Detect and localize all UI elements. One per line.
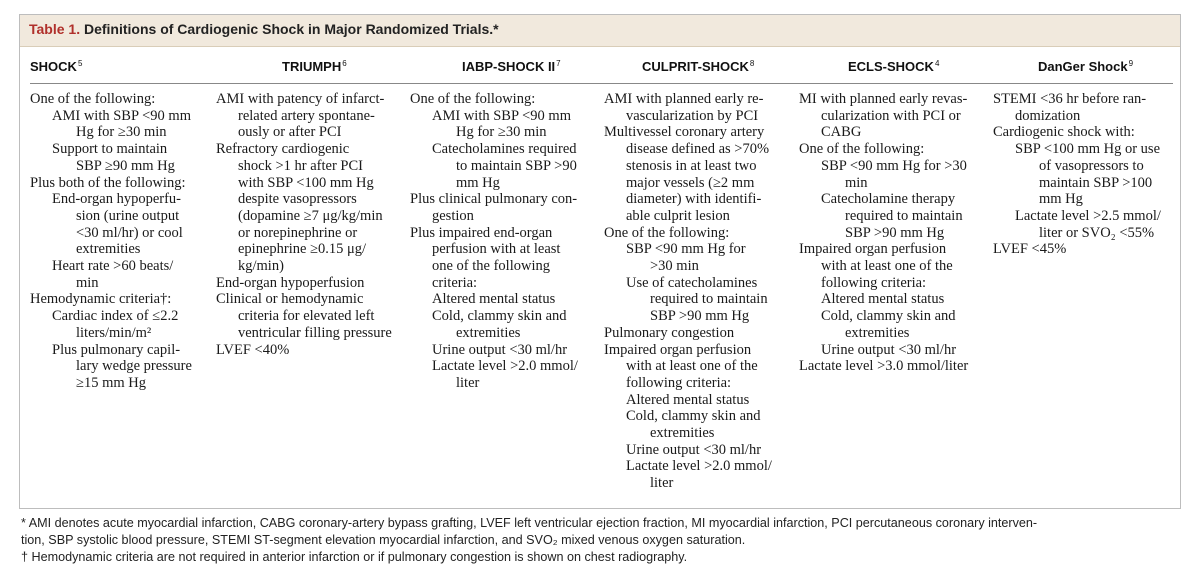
footnote-abbreviations: * AMI denotes acute myocardial infarction, CABG coronary-artery bypass grafting, LVEF left ventricular ejection fraction, MI myocardial infarction, PCI percutaneous coronary interven- bbox=[21, 516, 1038, 530]
criteria-line: Urine output <30 ml/hr bbox=[821, 341, 957, 358]
criteria-line: lary wedge pressure bbox=[76, 358, 192, 375]
column-danger-shock bbox=[993, 91, 1179, 258]
criteria-line: stenosis in at least two bbox=[626, 157, 757, 174]
criteria-line: extremities bbox=[845, 324, 910, 341]
criteria-line: Lactate level >3.0 mmol/liter bbox=[799, 358, 969, 375]
criteria-line: Altered mental status bbox=[626, 391, 750, 408]
criteria-line: able culprit lesion bbox=[626, 207, 730, 224]
criteria-line: Cardiogenic shock with: bbox=[993, 124, 1135, 141]
criteria-line: Altered mental status bbox=[432, 291, 556, 308]
criteria-line: Catecholamine therapy bbox=[821, 191, 956, 208]
criteria-line: extremities bbox=[76, 241, 141, 258]
criteria-line: Altered mental status bbox=[821, 291, 945, 308]
criteria-line: Plus pulmonary capil- bbox=[52, 341, 181, 358]
criteria-line: ously or after PCI bbox=[238, 124, 342, 141]
criteria-line: SBP <90 mm Hg for >30 bbox=[821, 157, 967, 174]
criteria-line: CABG bbox=[821, 124, 862, 141]
criteria-line: Urine output <30 ml/hr bbox=[626, 441, 762, 458]
table-caption bbox=[20, 15, 1180, 47]
criteria-line: following criteria: bbox=[626, 374, 732, 391]
column-ecls-shock bbox=[799, 91, 995, 375]
column-header-ecls-shock: ECLS-SHOCK$^4$ bbox=[848, 59, 940, 74]
criteria-line: Pulmonary congestion bbox=[604, 324, 735, 341]
criteria-line: LVEF <45% bbox=[993, 241, 1067, 258]
criteria-line: Impaired organ perfusion bbox=[799, 241, 947, 258]
criteria-line: gestion bbox=[432, 207, 474, 224]
criteria-line: vascularization by PCI bbox=[626, 107, 759, 124]
criteria-line: SBP <100 mm Hg or use bbox=[1015, 141, 1160, 158]
criteria-line: liter or SVO₂ <55% bbox=[1039, 224, 1155, 241]
criteria-line: with SBP <100 mm Hg bbox=[238, 174, 374, 191]
criteria-line: disease defined as >70% bbox=[626, 141, 770, 158]
criteria-line: maintain SBP >100 bbox=[1039, 174, 1153, 191]
criteria-line: >30 min bbox=[650, 258, 699, 275]
criteria-line: Hemodynamic criteria†: bbox=[30, 291, 172, 308]
criteria-line: Cold, clammy skin and bbox=[432, 308, 567, 325]
criteria-line: Multivessel coronary artery bbox=[604, 124, 765, 141]
criteria-line: one of the following bbox=[432, 258, 550, 275]
criteria-line: AMI with planned early re- bbox=[604, 91, 764, 107]
table-label: Table 1. bbox=[29, 21, 81, 37]
column-header-shock: SHOCK$^5$ bbox=[30, 59, 83, 74]
criteria-line: related artery spontane- bbox=[238, 107, 375, 124]
criteria-line: End-organ hypoperfusion bbox=[216, 274, 365, 291]
criteria-line: required to maintain bbox=[845, 207, 963, 224]
column-header-triumph: TRIUMPH$^6$ bbox=[282, 59, 347, 74]
criteria-line: Support to maintain bbox=[52, 141, 168, 158]
criteria-line: shock >1 hr after PCI bbox=[238, 157, 363, 174]
criteria-line: Lactate level >2.0 mmol/ bbox=[626, 458, 772, 475]
criteria-line: or norepinephrine or bbox=[238, 224, 358, 241]
criteria-line: Clinical or hemodynamic bbox=[216, 291, 364, 308]
criteria-line: domization bbox=[1015, 107, 1081, 124]
criteria-line: perfusion with at least bbox=[432, 241, 561, 258]
criteria-line: mm Hg bbox=[1039, 191, 1083, 208]
criteria-line: major vessels (≥2 mm bbox=[626, 174, 755, 191]
criteria-line: Cold, clammy skin and bbox=[626, 408, 761, 425]
criteria-line: STEMI <36 hr before ran- bbox=[993, 91, 1147, 107]
criteria-line: required to maintain bbox=[650, 291, 768, 308]
criteria-line: (dopamine ≥7 μg/kg/min bbox=[238, 207, 383, 224]
criteria-line: Plus both of the following: bbox=[30, 174, 186, 191]
criteria-line: diameter) with identifi- bbox=[626, 191, 762, 208]
column-culprit-shock bbox=[604, 91, 804, 492]
header-divider bbox=[30, 83, 1173, 84]
criteria-line: Plus clinical pulmonary con- bbox=[410, 191, 578, 208]
criteria-line: min bbox=[76, 274, 99, 291]
criteria-line: Hg for ≥30 min bbox=[456, 124, 547, 141]
column-triumph bbox=[216, 91, 418, 358]
column-header-culprit-shock: CULPRIT-SHOCK$^8$ bbox=[642, 59, 755, 74]
criteria-line: Refractory cardiogenic bbox=[216, 141, 350, 158]
column-iabp-shock-ii bbox=[410, 91, 608, 392]
criteria-line: SBP >90 mm Hg bbox=[845, 224, 945, 241]
criteria-line: extremities bbox=[650, 425, 715, 442]
criteria-line: One of the following: bbox=[799, 141, 925, 158]
criteria-line: MI with planned early revas- bbox=[799, 91, 968, 107]
criteria-line: following criteria: bbox=[821, 274, 927, 291]
criteria-line: kg/min) bbox=[238, 258, 284, 275]
column-shock bbox=[30, 91, 220, 392]
criteria-line: with at least one of the bbox=[626, 358, 758, 375]
criteria-line: One of the following: bbox=[30, 91, 156, 107]
criteria-line: ventricular filling pressure bbox=[238, 324, 392, 341]
criteria-line: criteria for elevated left bbox=[238, 308, 375, 325]
criteria-line: Heart rate >60 beats/ bbox=[52, 258, 174, 275]
criteria-line: Urine output <30 ml/hr bbox=[432, 341, 568, 358]
criteria-line: of vasopressors to bbox=[1039, 157, 1144, 174]
criteria-line: SBP ≥90 mm Hg bbox=[76, 157, 175, 174]
criteria-line: sion (urine output bbox=[76, 207, 180, 224]
criteria-line: cularization with PCI or bbox=[821, 107, 961, 124]
criteria-line: ≥15 mm Hg bbox=[76, 374, 146, 391]
column-header-danger-shock: DanGer Shock$^9$ bbox=[1038, 59, 1134, 74]
criteria-line: Catecholamines required bbox=[432, 141, 577, 158]
criteria-line: SBP >90 mm Hg bbox=[650, 308, 750, 325]
table-title: Definitions of Cardiogenic Shock in Major Randomized Trials.* bbox=[83, 21, 499, 37]
criteria-line: <30 ml/hr) or cool bbox=[76, 224, 183, 241]
criteria-line: liter bbox=[456, 374, 480, 391]
criteria-line: Plus impaired end-organ bbox=[410, 224, 553, 241]
criteria-line: liters/min/m² bbox=[76, 324, 152, 341]
criteria-line: Impaired organ perfusion bbox=[604, 341, 752, 358]
criteria-line: AMI with patency of infarct- bbox=[216, 91, 385, 107]
criteria-line: with at least one of the bbox=[821, 258, 953, 275]
criteria-line: Lactate level >2.5 mmol/ bbox=[1015, 207, 1161, 224]
criteria-line: Use of catecholamines bbox=[626, 274, 758, 291]
table-frame bbox=[19, 14, 1181, 509]
criteria-line: Hg for ≥30 min bbox=[76, 124, 167, 141]
criteria-line: despite vasopressors bbox=[238, 191, 357, 208]
criteria-line: Lactate level >2.0 mmol/ bbox=[432, 358, 578, 375]
criteria-line: criteria: bbox=[432, 274, 478, 291]
footnote-abbreviations-continued: tion, SBP systolic blood pressure, STEMI ST-segment elevation myocardial infarction, and SVO₂ mixed venous oxygen saturation. bbox=[21, 533, 746, 547]
criteria-line: epinephrine ≥0.15 μg/ bbox=[238, 241, 367, 258]
criteria-line: to maintain SBP >90 bbox=[456, 157, 577, 174]
criteria-line: min bbox=[845, 174, 868, 191]
criteria-line: Cold, clammy skin and bbox=[821, 308, 956, 325]
criteria-line: SBP <90 mm Hg for bbox=[626, 241, 746, 258]
column-header-iabp-shock-ii: IABP-SHOCK $II^7$ bbox=[462, 59, 561, 74]
criteria-line: extremities bbox=[456, 324, 521, 341]
criteria-line: AMI with SBP <90 mm bbox=[432, 107, 571, 124]
criteria-line: One of the following: bbox=[410, 91, 536, 107]
criteria-line: liter bbox=[650, 475, 674, 492]
criteria-line: Cardiac index of ≤2.2 bbox=[52, 308, 179, 325]
criteria-line: End-organ hypoperfu- bbox=[52, 191, 181, 208]
criteria-line: One of the following: bbox=[604, 224, 730, 241]
criteria-line: AMI with SBP <90 mm bbox=[52, 107, 191, 124]
criteria-line: mm Hg bbox=[456, 174, 500, 191]
criteria-line: LVEF <40% bbox=[216, 341, 290, 358]
footnote-hemodynamic: † Hemodynamic criteria are not required in anterior infarction or if pulmonary congestion is shown on chest radiography. bbox=[21, 550, 688, 564]
